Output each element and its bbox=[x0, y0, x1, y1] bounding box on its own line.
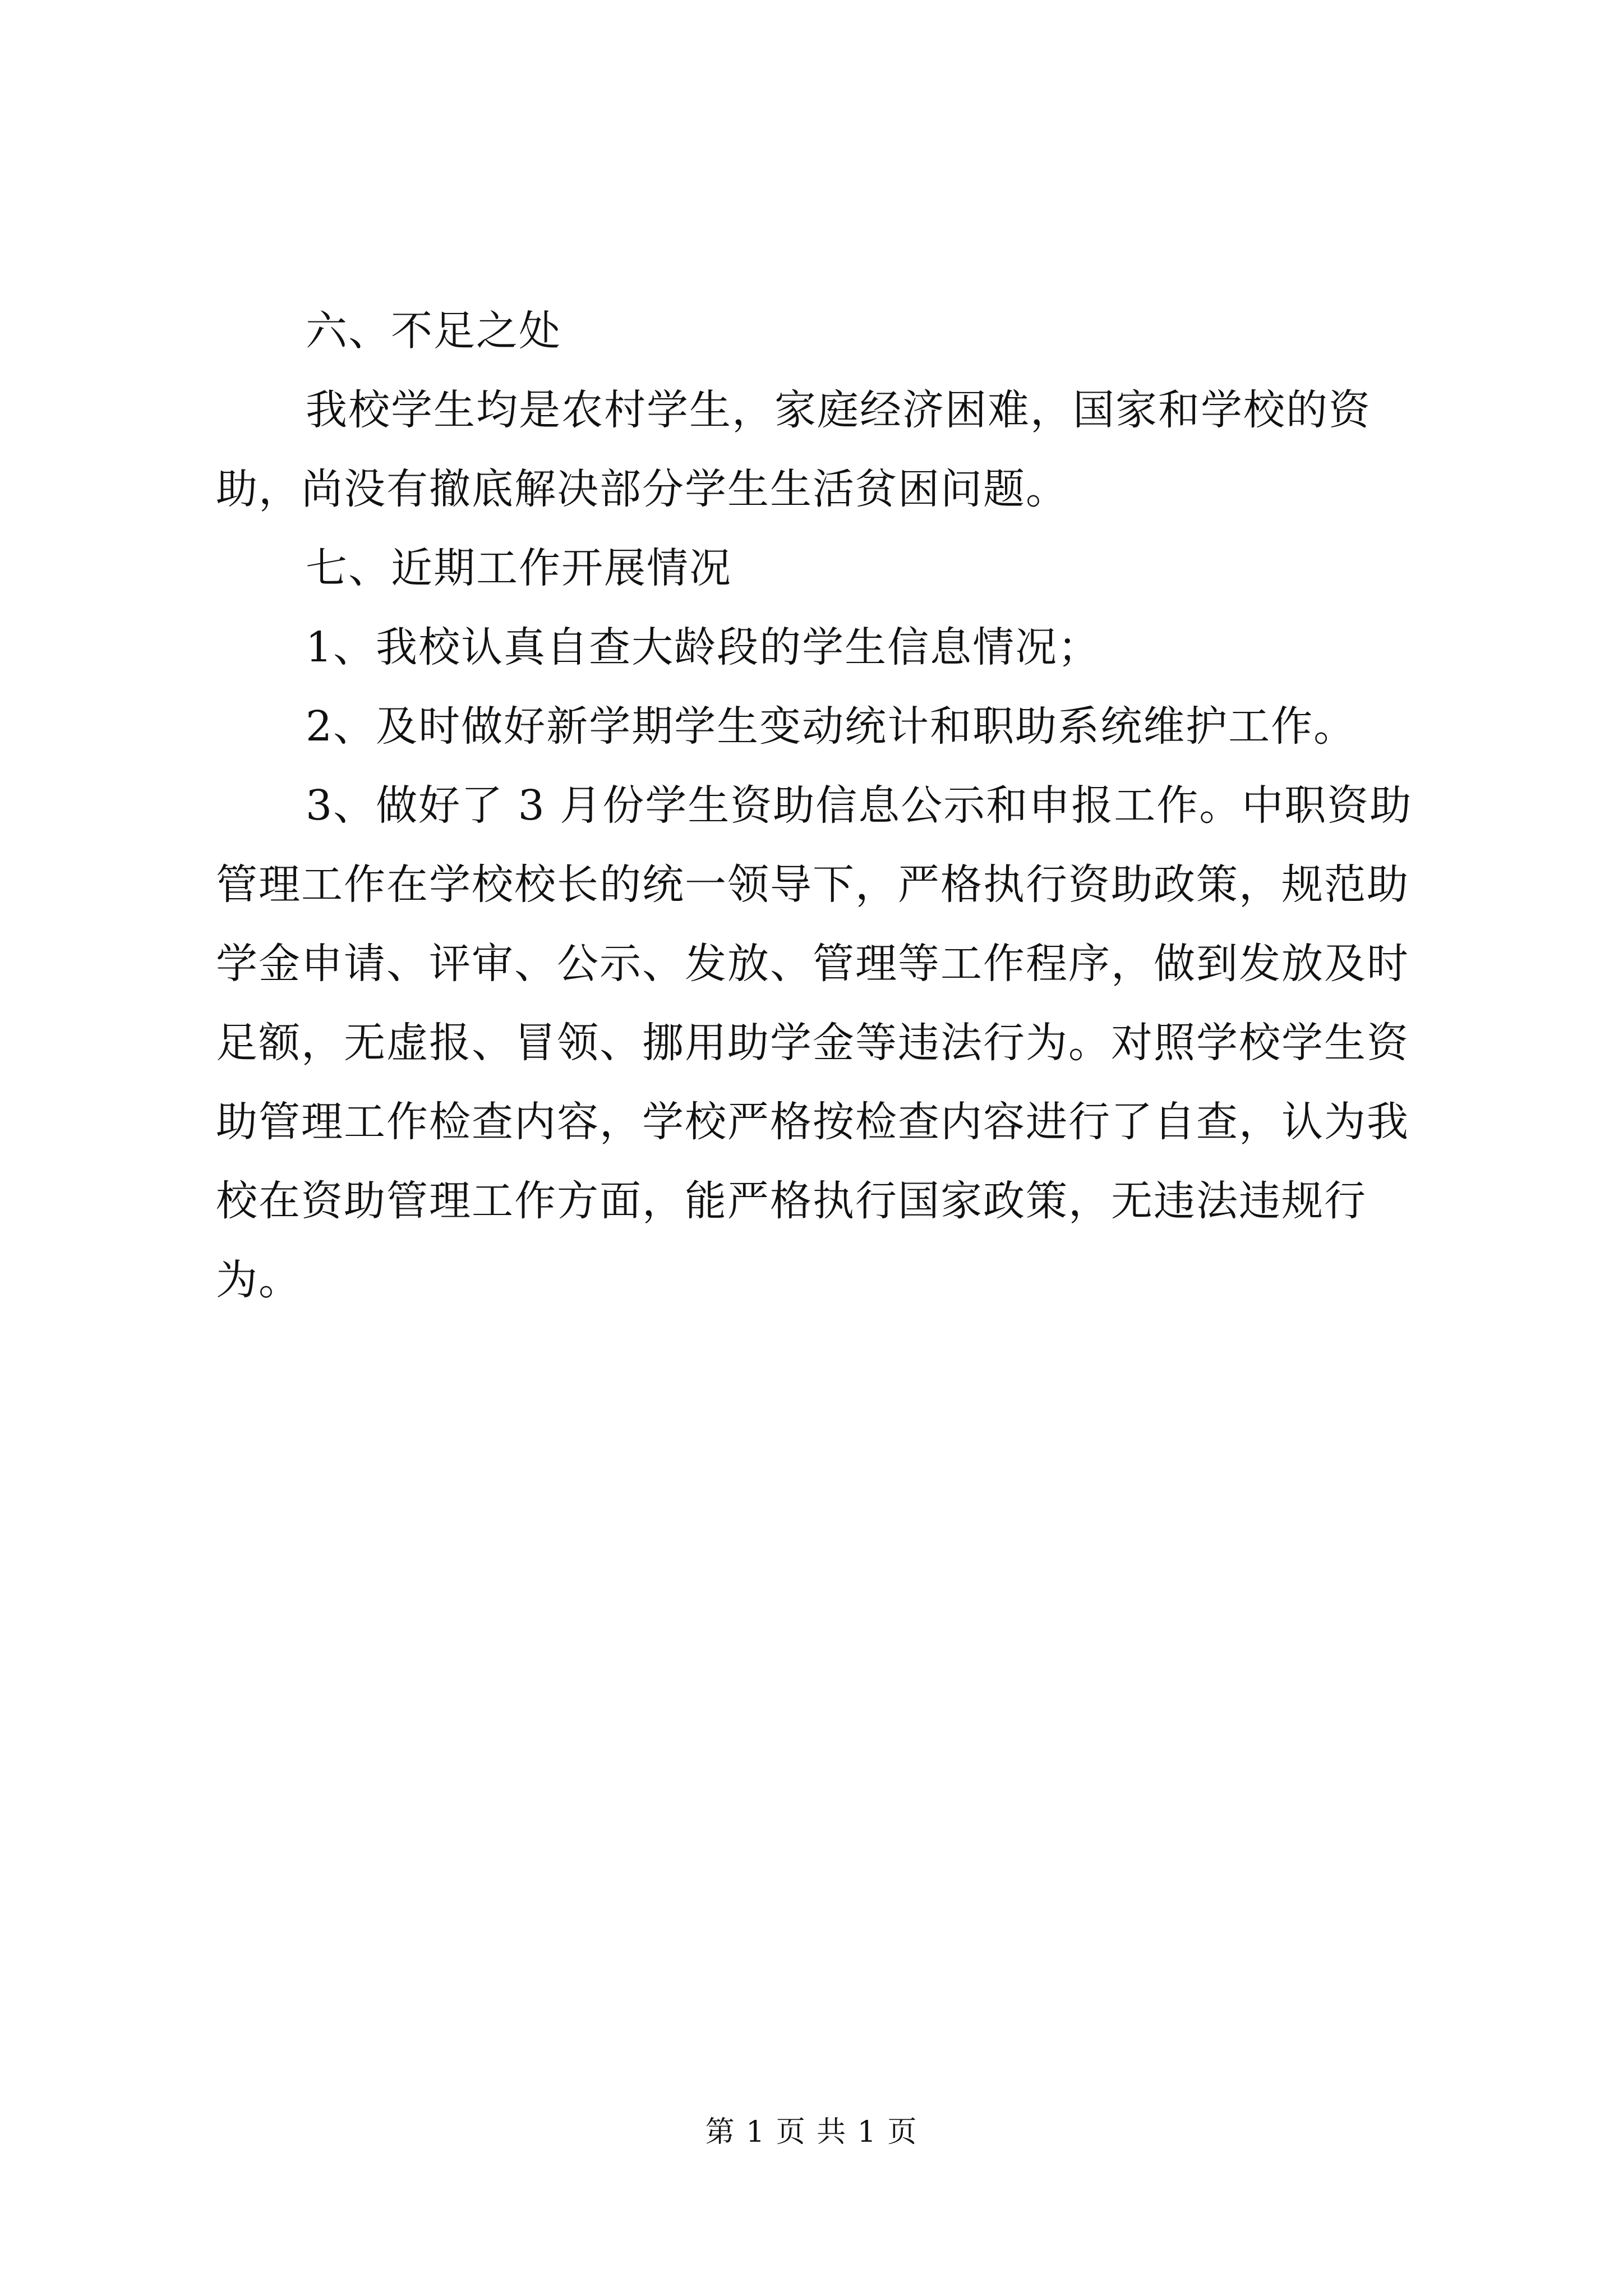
section-seven-title: 七、近期工作开展情况 bbox=[306, 544, 732, 592]
page-footer: 第 1 页 共 1 页 bbox=[705, 2115, 918, 2149]
work-item-1: 1、我校认真自查大龄段的学生信息情况； bbox=[306, 623, 1101, 671]
section-six-paragraph: 我校学生均是农村学生，家庭经济困难，国家和学校的资助，尚没有撤底解决部分学生生活贫困问题。 bbox=[216, 386, 1371, 513]
work-item-2: 2、及时做好新学期学生变动统计和职助系统维护工作。 bbox=[306, 702, 1357, 751]
section-six-title: 六、不足之处 bbox=[306, 307, 561, 355]
work-item-3: 3、做好了 3 月份学生资助信息公示和申报工作。中职资助管理工作在学校校长的统一领导下，严格执行资助政策，规范助学金申请、评审、公示、发放、管理等工作程序，做到发放及时足额，无虚报、冒领、挪用助学金等违法行为。对照学校学生资助管理工作检查内容，学校严格按检查内容进行了自查，认为我校在资助管理工作方面，能严格执行国家政策，无违法违规行为。 bbox=[216, 781, 1413, 1304]
document-body bbox=[216, 292, 1433, 1320]
